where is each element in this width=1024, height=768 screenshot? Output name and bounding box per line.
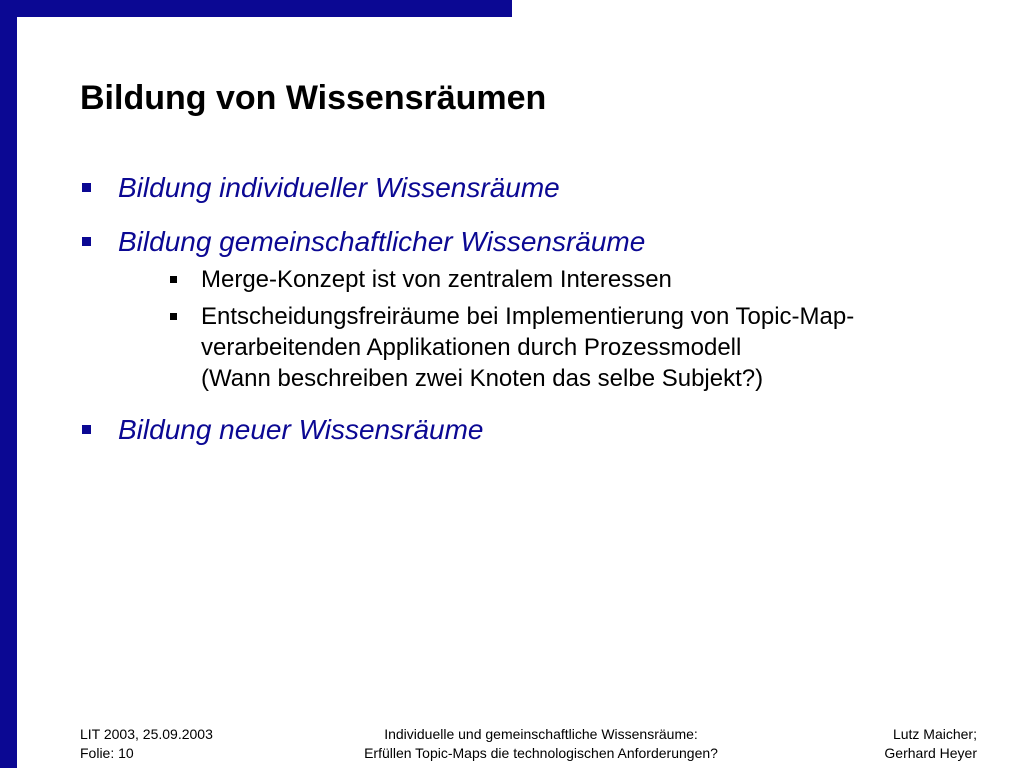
sub-bullet-text-line: Entscheidungsfreiräume bei Implementierung von Topic-Map- xyxy=(201,303,855,330)
square-bullet-icon xyxy=(170,313,177,320)
footer-author: Gerhard Heyer xyxy=(884,745,977,761)
square-bullet-icon xyxy=(82,183,91,192)
footer-event-date: LIT 2003, 25.09.2003 xyxy=(80,726,213,742)
bullet-text: Bildung individueller Wissensräume xyxy=(118,172,560,203)
top-accent-bar xyxy=(0,0,512,17)
footer-center xyxy=(326,725,756,763)
footer-right xyxy=(884,725,977,763)
bullet-text: Bildung gemeinschaftlicher Wissensräume xyxy=(118,226,646,257)
bullet-item xyxy=(80,170,980,206)
slide-title: Bildung von Wissensräumen xyxy=(80,79,547,117)
sub-bullet-item xyxy=(118,264,980,295)
sub-bullet-text-line: (Wann beschreiben zwei Knoten das selbe Subjekt?) xyxy=(201,365,764,392)
square-bullet-icon xyxy=(82,425,91,434)
sub-bullet-list xyxy=(118,264,980,394)
bullet-item xyxy=(80,412,980,448)
sub-bullet-text: Merge-Konzept ist von zentralem Interessen xyxy=(201,266,672,293)
sub-bullet-text-line: verarbeitenden Applikationen durch Prozessmodell xyxy=(201,334,742,361)
footer-title-line: Individuelle und gemeinschaftliche Wissensräume: xyxy=(384,726,698,742)
bullet-text: Bildung neuer Wissensräume xyxy=(118,414,484,445)
footer-title-line: Erfüllen Topic-Maps die technologischen Anforderungen? xyxy=(364,745,718,761)
square-bullet-icon xyxy=(82,237,91,246)
square-bullet-icon xyxy=(170,276,177,283)
footer-left xyxy=(80,725,213,763)
footer-author: Lutz Maicher; xyxy=(892,726,977,742)
sub-bullet-item xyxy=(118,301,980,394)
bullet-item xyxy=(80,224,980,394)
left-accent-bar xyxy=(0,0,17,768)
bullet-list xyxy=(80,170,980,448)
footer-slide-number: Folie: 10 xyxy=(80,745,134,761)
